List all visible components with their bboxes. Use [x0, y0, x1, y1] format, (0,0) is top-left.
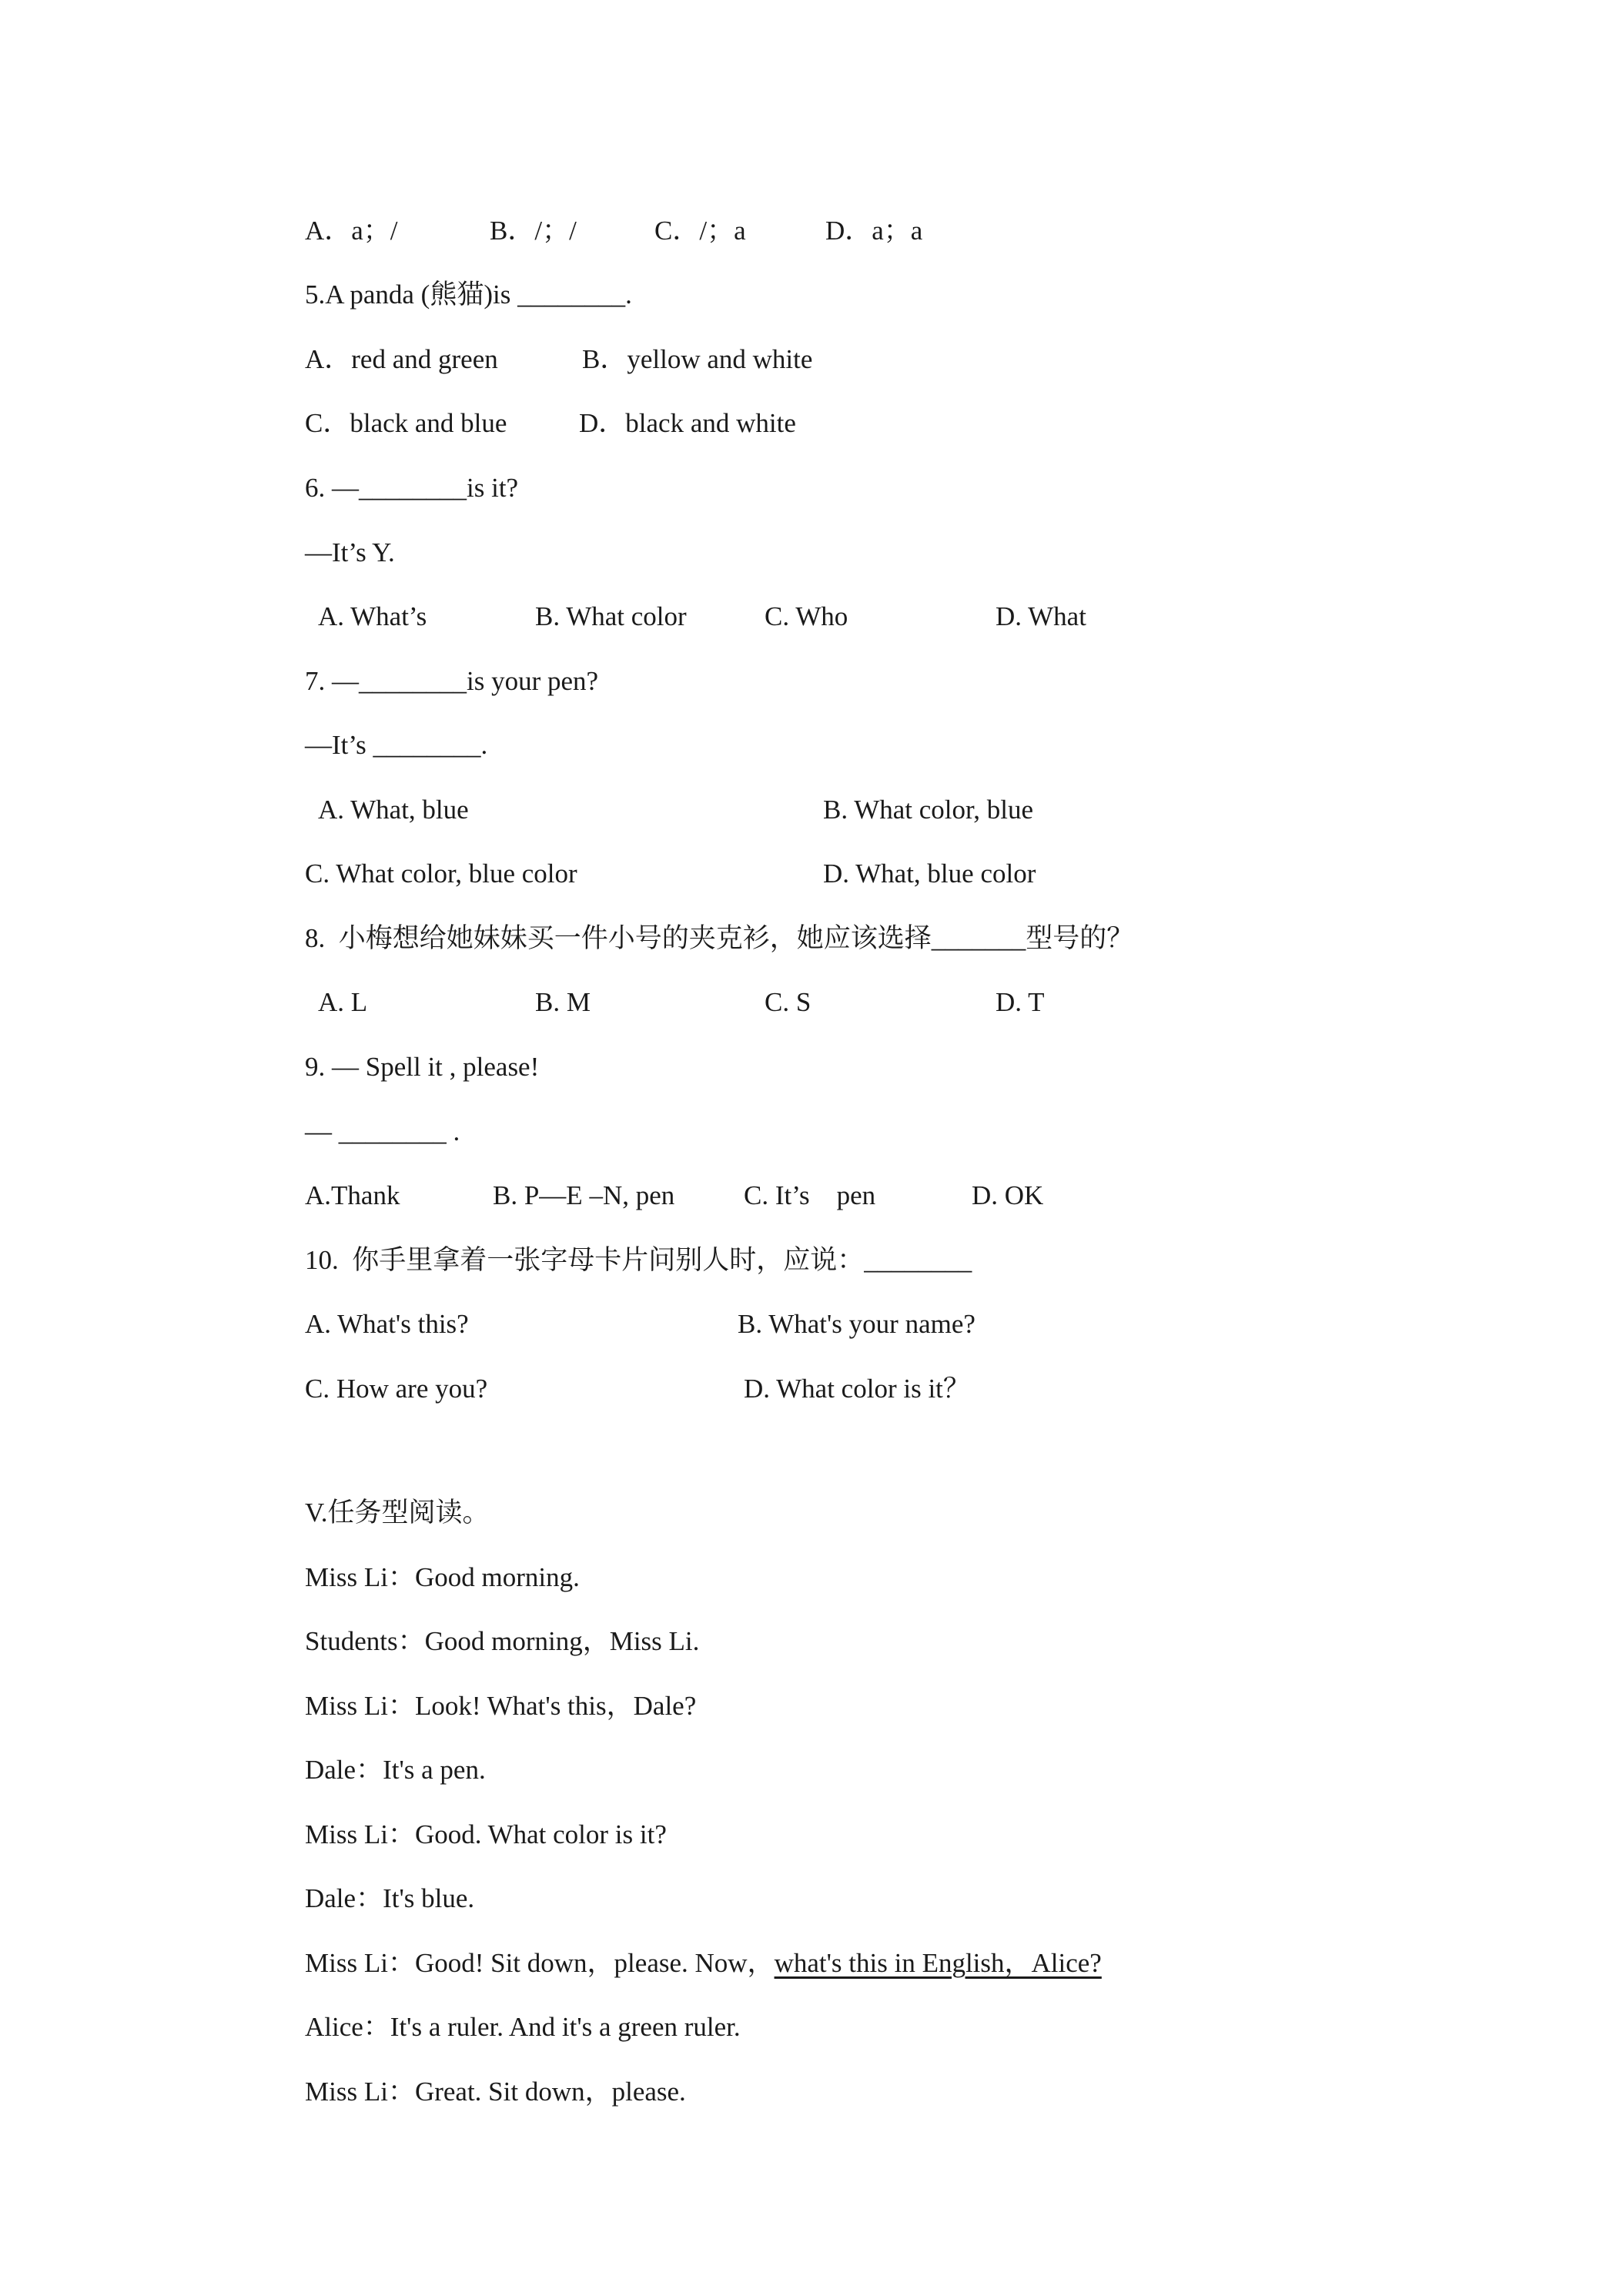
dialogue-line: Miss Li：Great. Sit down，please. — [305, 2077, 686, 2107]
q7-stem: 7. —________is your pen? — [305, 666, 599, 696]
q4-option-a: A．a；/ — [305, 216, 398, 246]
q5-option-b: B．yellow and white — [582, 344, 813, 374]
q6-option-b: B. What color — [535, 601, 687, 631]
q9-option-c: C. It’s pen — [744, 1180, 876, 1210]
q9-option-b: B. P—E –N, pen — [493, 1180, 675, 1210]
dialogue-line-with-underline — [305, 1946, 1102, 1980]
q7-option-d: D. What, blue color — [823, 858, 1036, 889]
q6-option-c: C. Who — [765, 601, 848, 631]
dialogue-line: Miss Li：Good. What color is it? — [305, 1819, 667, 1849]
q5-stem: 5.A panda (熊猫)is ________. — [305, 279, 632, 310]
q4-option-d: D．a；a — [825, 216, 923, 246]
section-title: V.任务型阅读。 — [305, 1498, 490, 1528]
q5-option-d: D．black and white — [579, 408, 796, 438]
q7-option-a: A. What, blue — [318, 795, 469, 825]
q9-option-a: A.Thank — [305, 1180, 400, 1210]
q8-option-c: C. S — [765, 987, 812, 1017]
q8-option-b: B. M — [535, 987, 591, 1017]
q7-option-c: C. What color, blue color — [305, 858, 577, 889]
dialogue-line: Students：Good morning，Miss Li. — [305, 1626, 700, 1656]
q8-option-d: D. T — [996, 987, 1045, 1017]
q4-option-c: C．/；a — [654, 216, 746, 246]
q10-option-c: C. How are you? — [305, 1374, 488, 1404]
q4-option-b: B．/；/ — [490, 216, 577, 246]
dialogue-line: Miss Li：Good morning. — [305, 1562, 580, 1592]
q8-stem: 8. 小梅想给她妹妹买一件小号的夹克衫，她应该选择_______型号的？ — [305, 923, 1134, 953]
q5-option-a: A．red and green — [305, 344, 498, 374]
q7-option-b: B. What color, blue — [823, 795, 1034, 825]
dialogue-line: Miss Li：Look! What's this，Dale? — [305, 1691, 697, 1721]
q6-stem: 6. —________is it? — [305, 473, 519, 503]
q6-option-a: A. What’s — [318, 601, 427, 631]
q9-option-d: D. OK — [972, 1180, 1044, 1210]
underlined-question: what's this in English，Alice? — [774, 1948, 1102, 1978]
q6-reply: —It’s Y. — [305, 537, 395, 567]
q6-option-d: D. What — [996, 601, 1086, 631]
q9-reply: — ________ . — [305, 1116, 460, 1146]
dialogue-line: Dale：It's a pen. — [305, 1755, 486, 1785]
dialogue-line: Alice：It's a ruler. And it's a green ruler. — [305, 2012, 741, 2042]
q10-stem: 10. 你手里拿着一张字母卡片问别人时，应说：________ — [305, 1245, 972, 1275]
dialogue-text: Miss Li：Good! Sit down，please. Now， — [305, 1948, 775, 1978]
q7-reply: —It’s ________. — [305, 730, 488, 760]
q9-stem: 9. — Spell it , please! — [305, 1052, 540, 1082]
q10-option-b: B. What's your name? — [738, 1309, 975, 1339]
q5-option-c: C．black and blue — [305, 408, 507, 438]
dialogue-line: Dale：It's blue. — [305, 1883, 475, 1913]
q10-option-d: D. What color is it？ — [744, 1374, 970, 1404]
q10-option-a: A. What's this? — [305, 1309, 469, 1339]
q8-option-a: A. L — [318, 987, 368, 1017]
